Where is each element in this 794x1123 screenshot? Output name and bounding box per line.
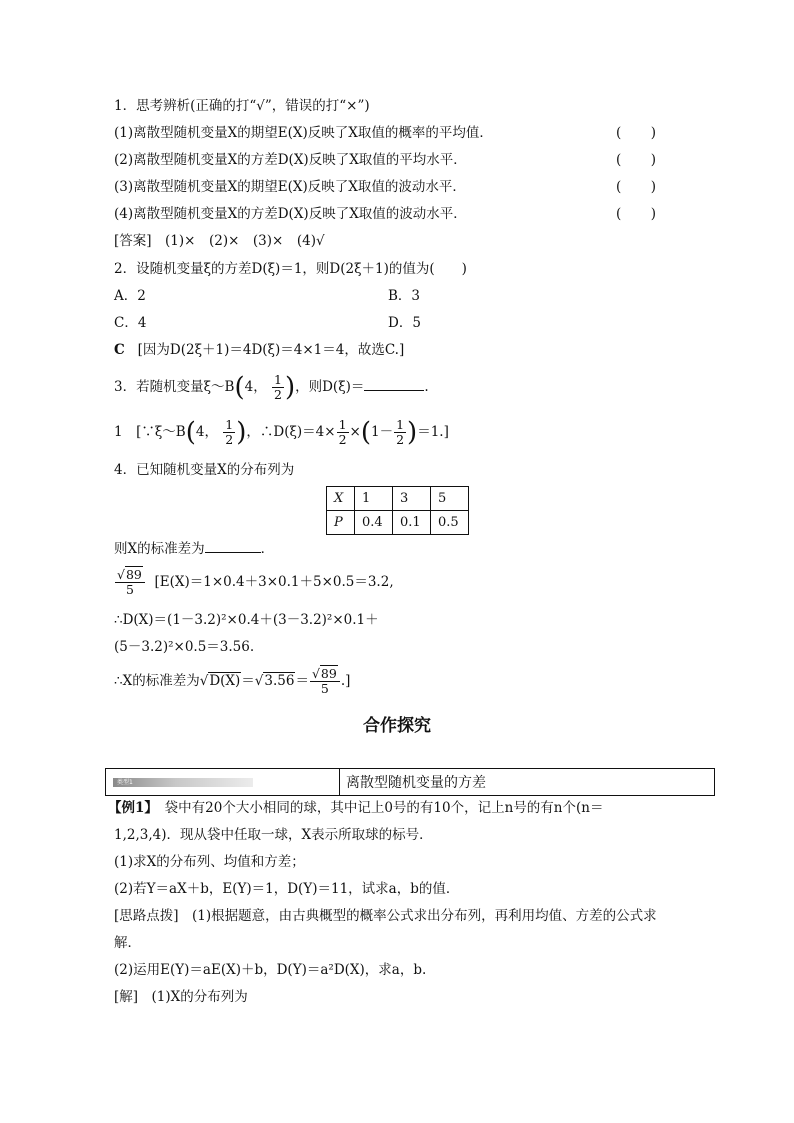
- table-row: [327, 511, 469, 535]
- q2-option-d: D．5: [388, 315, 421, 331]
- example-hint-1: [思路点拨] (1)根据题意，由古典概型的概率公式求出分布列，再利用均值、方差的公式求: [114, 908, 657, 924]
- table-cell: 0.4: [355, 511, 393, 535]
- q1-answer: [答案] (1)× (2)× (3)× (4)√: [114, 233, 325, 249]
- example-hint-2: 解．: [114, 935, 141, 951]
- q1-item-1: (1)离散型随机变量X的期望E(X)反映了X取值的概率的平均值．: [114, 125, 493, 141]
- example-label: 【例1】: [108, 800, 152, 816]
- table-cell: P: [327, 511, 355, 535]
- q1-item-3: (3)离散型随机变量X的期望E(X)反映了X取值的波动水平．: [114, 179, 466, 195]
- table-row: [327, 487, 469, 511]
- table-cell: 3: [393, 487, 431, 511]
- table-cell: 0.5: [431, 511, 469, 535]
- example-hint-3: (2)运用E(Y)＝aE(X)＋b，D(Y)＝a²D(X)，求a，b.: [114, 962, 427, 978]
- table-cell: 0.1: [393, 511, 431, 535]
- type-header-box: [105, 768, 715, 796]
- q4-answer-line4: ∴X的标准差为√D(X)＝√3.56＝ $\frac{√89}{5}$ .]: [114, 666, 351, 696]
- q4-answer-line1: $\frac{√89}{5}$ [E(X)＝1×0.4＋3×0.1＋5×0.5＝3.2,: [117, 567, 394, 597]
- type-tag: 类型1: [113, 778, 253, 787]
- answer-bracket[interactable]: ( ): [616, 206, 656, 222]
- example-solution: [解] (1)X的分布列为: [114, 989, 248, 1005]
- q3-question: 3．若随机变量ξ～B(4， $\frac{1}{2}$ )，则D(ξ)＝ .: [114, 372, 429, 403]
- table-cell: 5: [431, 487, 469, 511]
- fraction-sqrt89-over-5: $\frac{√89}{5}$: [115, 568, 145, 597]
- table-cell: 1: [355, 487, 393, 511]
- section-heading: 合作探究: [363, 716, 431, 736]
- fraction-one-half: $\frac{1}{2}$: [274, 372, 282, 402]
- answer-bracket[interactable]: ( ): [616, 152, 656, 168]
- example-line1: 【例1】 袋中有20个大小相同的球，其中记上0号的有10个，记上n号的有n个(n＝: [108, 800, 604, 816]
- q2-question: 2．设随机变量ξ的方差D(ξ)＝1，则D(2ξ＋1)的值为( ): [114, 261, 467, 277]
- q1-item-2: (2)离散型随机变量X的方差D(X)反映了X取值的平均水平．: [114, 152, 467, 168]
- q2-option-a: A．2: [114, 288, 146, 304]
- q4-ask: 则X的标准差为 ．: [114, 541, 275, 557]
- example-q2: (2)若Y＝aX＋b，E(Y)＝1，D(Y)＝11，试求a，b的值．: [114, 881, 460, 897]
- q4-answer-blank[interactable]: [205, 540, 261, 553]
- answer-bracket[interactable]: ( ): [616, 179, 656, 195]
- table-cell: X: [327, 487, 355, 511]
- q1-title: 1．思考辨析(正确的打“√”，错误的打“×”): [114, 98, 370, 114]
- q2-option-c: C．4: [114, 315, 147, 331]
- q2-answer: C [因为D(2ξ＋1)＝4D(ξ)＝4×1＝4，故选C.]: [114, 342, 405, 358]
- example-line2: 1,2,3,4)．现从袋中任取一球，X表示所取球的标号．: [114, 827, 433, 843]
- answer-bracket[interactable]: ( ): [616, 125, 656, 141]
- q3-answer: 1 [∵ξ～B(4， $\frac{1}{2}$ )，∴D(ξ)＝4× $\frac{1}{2}$ ×(1－ $\frac{1}{2}$ )＝1.]: [114, 417, 449, 448]
- q2-option-b: B．3: [388, 288, 421, 304]
- type-title: 离散型随机变量的方差: [346, 775, 486, 791]
- q4-answer-line3: (5－3.2)²×0.5＝3.56.: [114, 639, 255, 655]
- q4-question: 4．已知随机变量X的分布列为: [114, 462, 295, 478]
- q2-answer-letter: C: [114, 342, 125, 358]
- example-q1: (1)求X的分布列、均值和方差；: [114, 854, 305, 870]
- q4-answer-line2: ∴D(X)＝(1－3.2)²×0.4＋(3－3.2)²×0.1＋: [114, 612, 379, 628]
- q3-answer-blank[interactable]: [364, 378, 424, 391]
- distribution-table: [326, 486, 469, 535]
- q1-item-4: (4)离散型随机变量X的方差D(X)反映了X取值的波动水平．: [114, 206, 467, 222]
